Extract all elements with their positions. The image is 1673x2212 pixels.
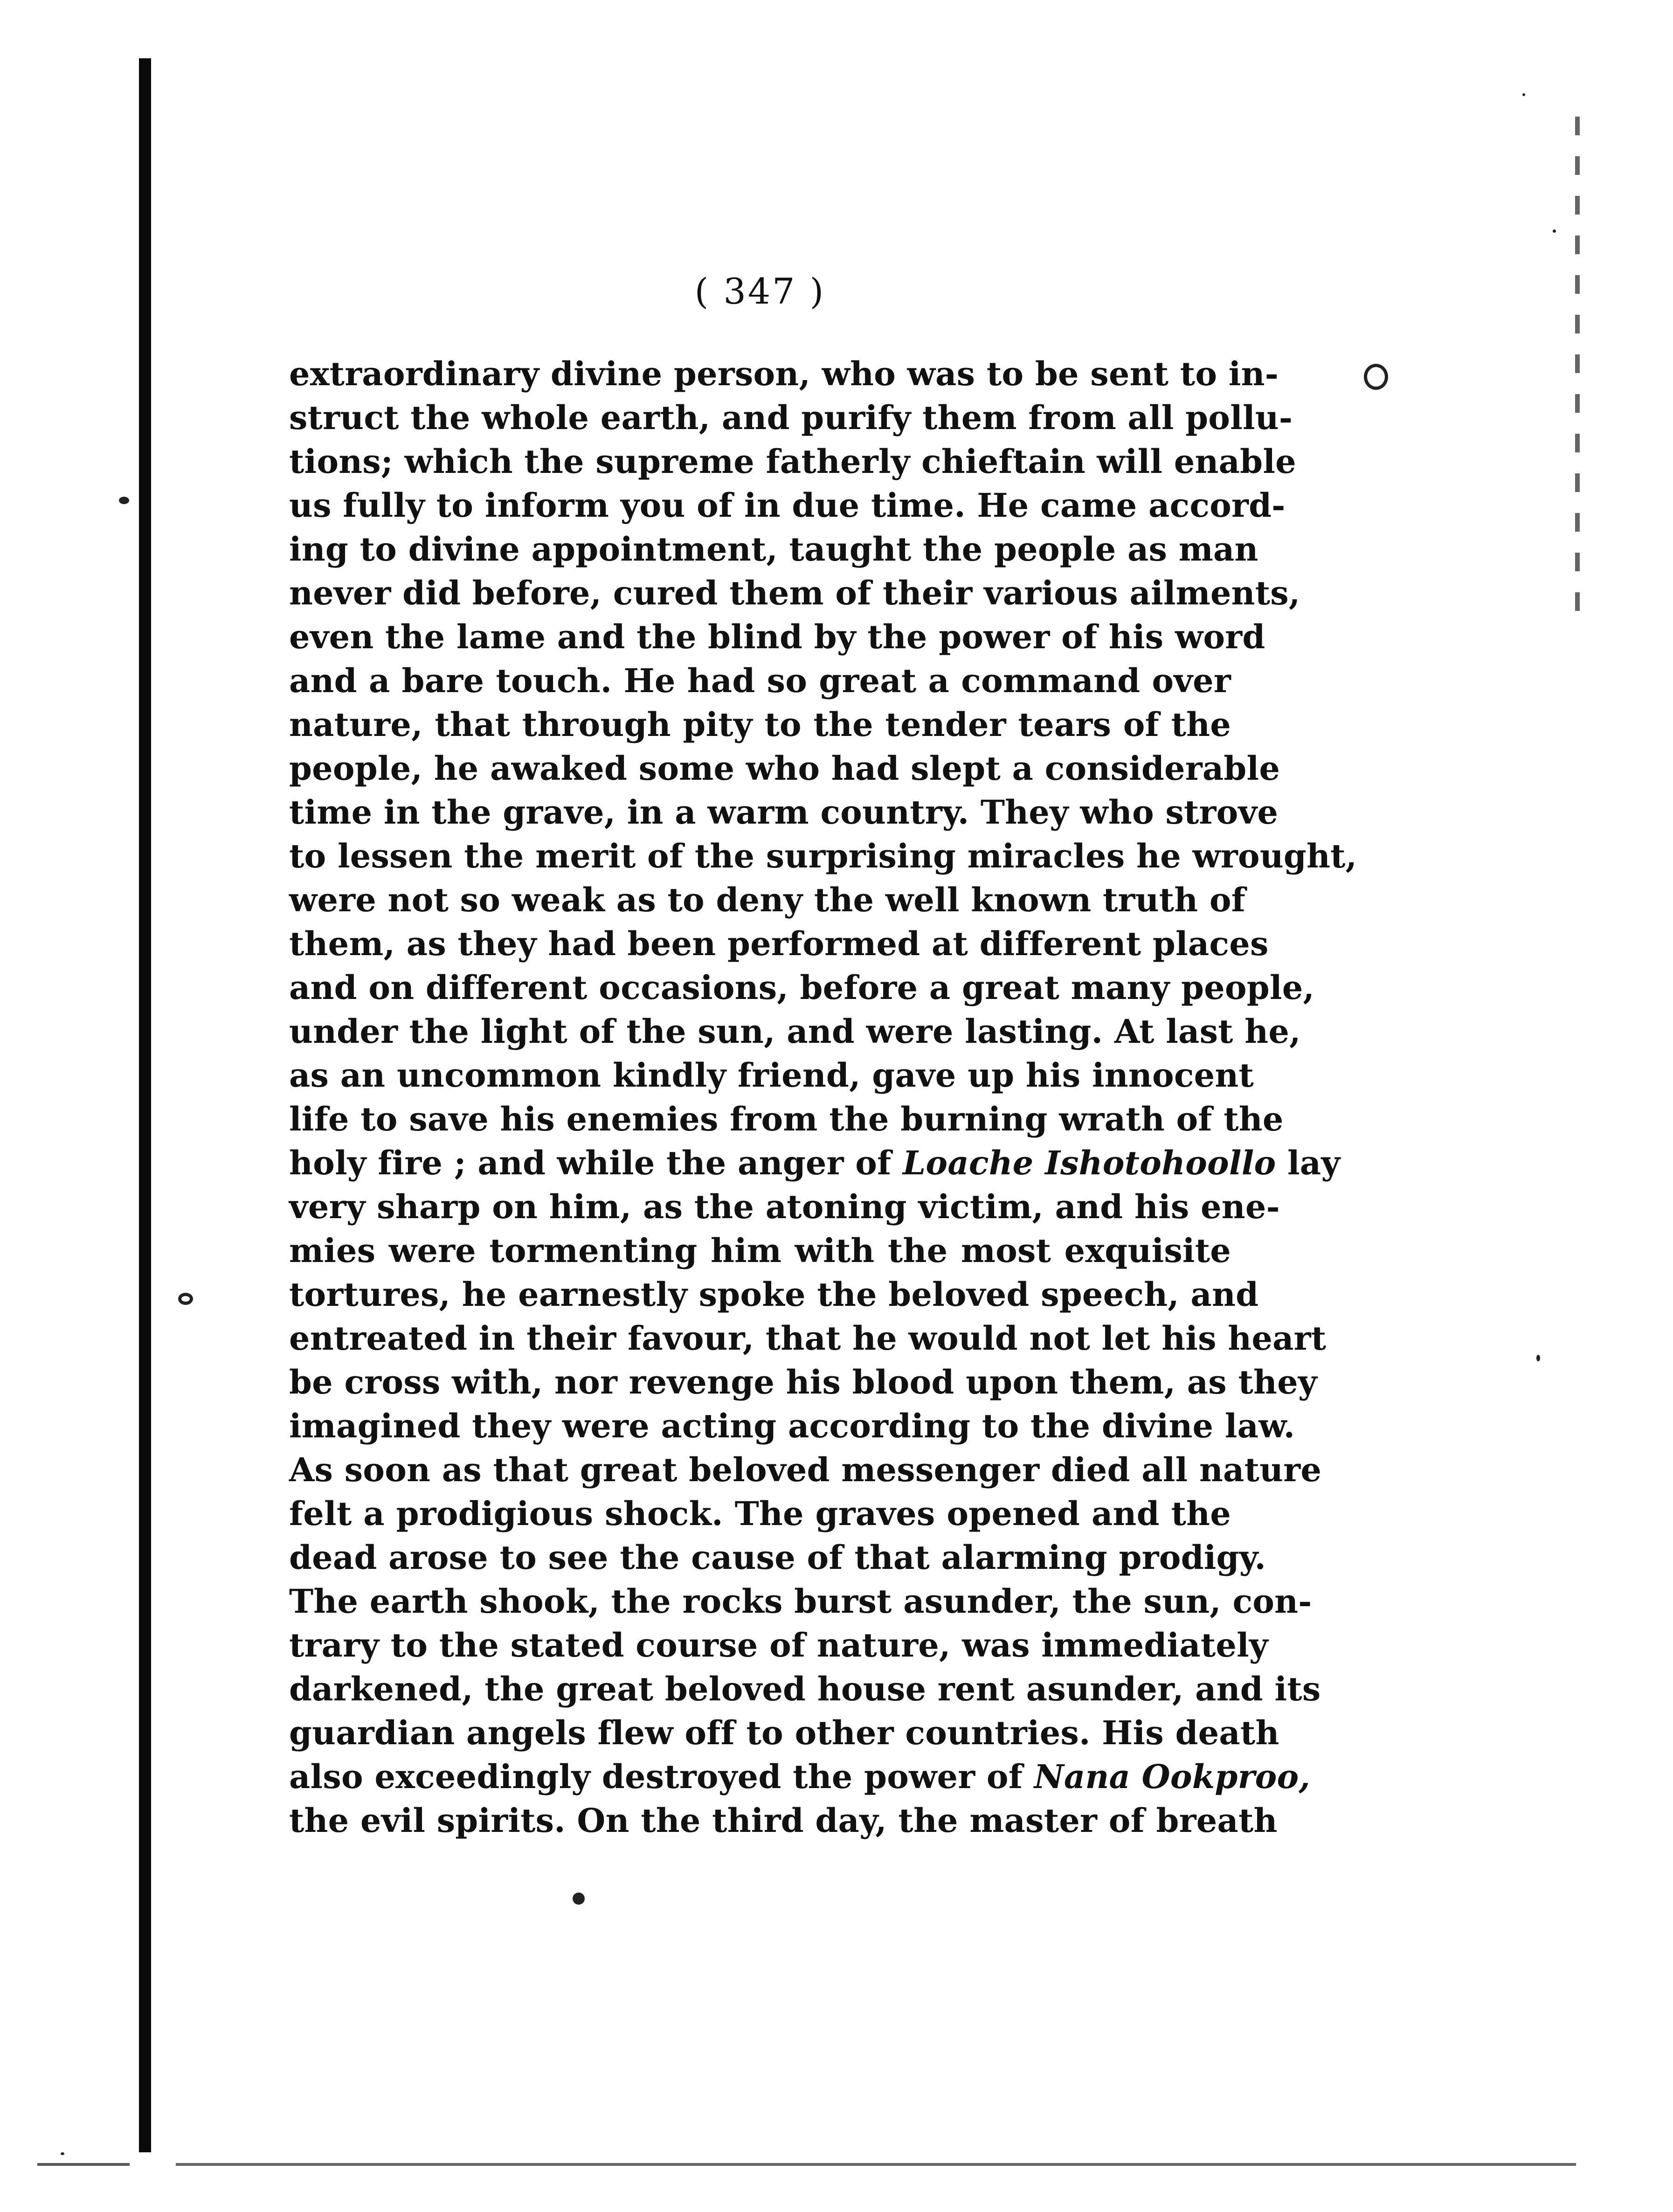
- text-run: holy fire ; and while the anger of: [289, 1144, 903, 1182]
- scan-speck: [1364, 364, 1388, 390]
- text-line: and on different occasions, before a great many people,: [289, 968, 1315, 1007]
- page-number: ( 347 ): [694, 270, 826, 312]
- text-line: be cross with, nor revenge his blood upon them, as they: [289, 1363, 1317, 1401]
- text-line: even the lame and the blind by the power of his word: [289, 617, 1265, 656]
- text-line: never did before, cured them of their various ailments,: [289, 574, 1300, 612]
- text-line: were not so weak as to deny the well known truth of: [289, 881, 1246, 919]
- scan-speck: [178, 1293, 193, 1305]
- scan-speck: [61, 2152, 64, 2155]
- italic-name: Loache Ishotohoollo: [903, 1144, 1276, 1182]
- body-text: [289, 352, 1357, 1843]
- scan-speck: [1522, 93, 1525, 96]
- text-line: life to save his enemies from the burning wrath of the: [289, 1100, 1284, 1138]
- italic-name: Nana Ookproo,: [1034, 1757, 1311, 1796]
- text-line: time in the grave, in a warm country. They who strove: [289, 793, 1279, 832]
- text-line: them, as they had been performed at different places: [289, 924, 1269, 963]
- text-line: As soon as that great beloved messenger died all nature: [289, 1450, 1322, 1489]
- text-line: [289, 1755, 1311, 1799]
- text-line: nature, that through pity to the tender tears of the: [289, 705, 1231, 744]
- text-line: entreated in their favour, that he would not let his heart: [289, 1319, 1327, 1358]
- text-line: very sharp on him, as the atoning victim, and his ene-: [289, 1187, 1280, 1226]
- scan-speck: [573, 1893, 585, 1905]
- text-run: also exceedingly destroyed the power of: [289, 1757, 1034, 1796]
- text-line: ing to divine appointment, taught the people as man: [289, 530, 1258, 569]
- text-line: the evil spirits. On the third day, the master of breath: [289, 1801, 1278, 1840]
- page-edge-marks: [1575, 117, 1580, 620]
- text-line: [289, 1141, 1341, 1185]
- text-line: trary to the stated course of nature, was immediately: [289, 1626, 1268, 1664]
- text-line: people, he awaked some who had slept a considerable: [289, 749, 1280, 788]
- scan-speck: [119, 497, 129, 504]
- text-line: felt a prodigious shock. The graves opened and the: [289, 1494, 1231, 1533]
- text-line: struct the whole earth, and purify them from all pollu-: [289, 398, 1293, 437]
- scan-speck: [1536, 1355, 1540, 1361]
- text-run: lay: [1276, 1144, 1341, 1182]
- text-line: darkened, the great beloved house rent asunder, and its: [289, 1670, 1321, 1708]
- binding-edge: [139, 58, 151, 2152]
- text-line: tions; which the supreme fatherly chieftain will enable: [289, 442, 1296, 481]
- text-line: mies were tormenting him with the most exquisite: [289, 1231, 1231, 1270]
- text-line: The earth shook, the rocks burst asunder, the sun, con-: [289, 1582, 1312, 1621]
- text-line: imagined they were acting according to the divine law.: [289, 1407, 1295, 1445]
- scan-speck: [1553, 229, 1556, 233]
- text-line: under the light of the sun, and were lasting. At last he,: [289, 1012, 1301, 1051]
- bottom-edge-rule: [37, 2163, 1576, 2166]
- text-line: dead arose to see the cause of that alarming prodigy.: [289, 1538, 1266, 1577]
- text-line: to lessen the merit of the surprising miracles he wrought,: [289, 837, 1357, 875]
- text-line: tortures, he earnestly spoke the beloved speech, and: [289, 1275, 1259, 1314]
- text-line: extraordinary divine person, who was to be sent to in-: [289, 354, 1279, 393]
- text-line: guardian angels flew off to other countries. His death: [289, 1713, 1279, 1752]
- text-line: us fully to inform you of in due time. He came accord-: [289, 486, 1286, 525]
- text-line: and a bare touch. He had so great a command over: [289, 661, 1231, 700]
- text-line: as an uncommon kindly friend, gave up his innocent: [289, 1056, 1254, 1095]
